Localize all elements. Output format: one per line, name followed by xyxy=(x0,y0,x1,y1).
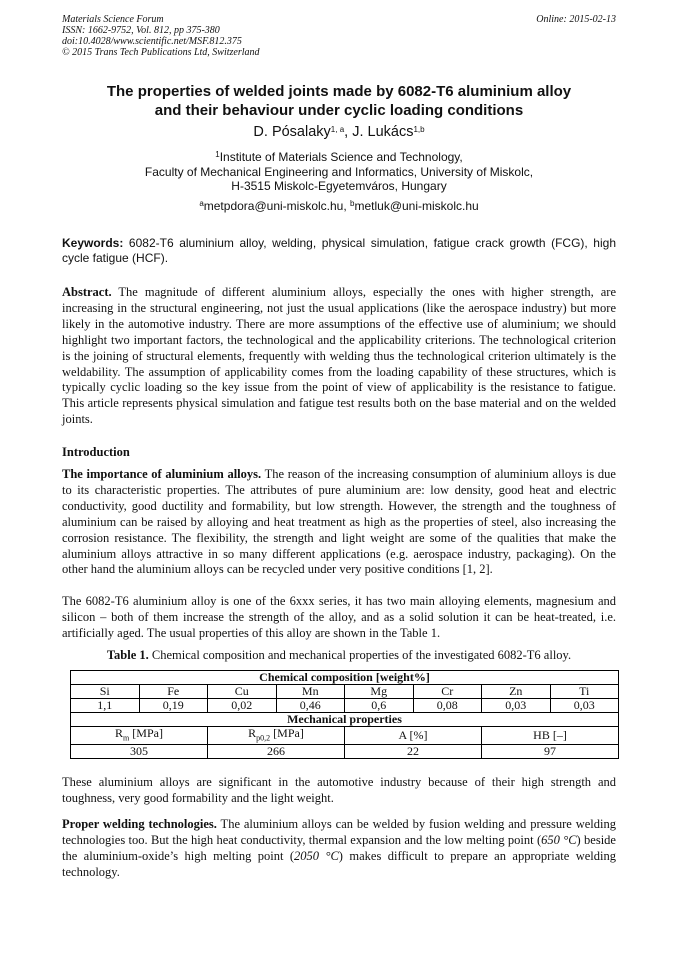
doi-line: doi:10.4028/www.scientific.net/MSF.812.375 xyxy=(62,36,242,47)
email-a-sup: a xyxy=(199,199,204,208)
author-2-sup: 1,b xyxy=(413,125,425,134)
element-cell: Si xyxy=(71,685,140,699)
paragraph-welding-text-a: The aluminium alloys can be welded by fusion welding and pressure welding technologies too. But the high heat conductivity, thermal expansion and the low melting point ( xyxy=(62,817,616,847)
element-cell: Mn xyxy=(276,685,345,699)
mech-label-row xyxy=(71,727,619,745)
table-caption xyxy=(62,648,616,663)
mech-value-cell: 97 xyxy=(482,745,619,759)
rp-label: $R_{p0,2}$ [MPa] xyxy=(208,727,345,745)
mech-value-cell: 305 xyxy=(71,745,208,759)
page-header xyxy=(62,14,616,58)
chem-value-cell: 0,08 xyxy=(413,699,482,713)
email-separator: , xyxy=(343,199,351,213)
paper-title xyxy=(62,82,616,120)
affiliation-line-3: H-3515 Miskolc-Egyetemváros, Hungary xyxy=(231,179,447,193)
title-line-1: The properties of welded joints made by 6082-T6 aluminium alloy xyxy=(106,83,572,100)
table-caption-label: Table 1. xyxy=(106,648,149,662)
chem-value-cell: 0,02 xyxy=(208,699,277,713)
temperature-1: 650 °C xyxy=(541,832,577,847)
element-cell: Mg xyxy=(345,685,414,699)
paragraph-importance-text: The reason of the increasing consumption of aluminium alloys is due to its characteristic properties. The attributes of pure aluminium are: low density, good heat and electric conductivity, good ductility and formability, but low strength. However, the strength and the toughness of aluminium can be raised by alloying and heat treatment as high as the properties of steel, also increasing the corrosion resistance. The flexibility, the strength and light weight are some of the qualities that make the aluminium alloys attractive in so many different applications (e.g. aerospace industry, packaging). On the other hand the aluminium alloys can be recycled under very positive conditions [1, 2]. xyxy=(62,467,616,577)
chem-header: Chemical composition [weight%] xyxy=(71,671,619,685)
authors xyxy=(62,123,616,141)
mech-value-cell: 22 xyxy=(345,745,482,759)
element-cell: Cu xyxy=(208,685,277,699)
section-heading: Introduction xyxy=(62,445,130,459)
elongation-label: A [%] xyxy=(345,727,482,745)
author-2-name: J. Lukács xyxy=(352,124,414,140)
author-separator: , xyxy=(344,124,353,140)
keywords xyxy=(62,236,616,266)
paragraph-importance-label: The importance of aluminium alloys. xyxy=(62,467,262,481)
author-1-name: D. Pósalaky xyxy=(253,124,331,140)
mech-value-row xyxy=(71,745,619,759)
hardness-label: HB [–] xyxy=(482,727,619,745)
paragraph-welding-label: Proper welding technologies. xyxy=(62,817,217,831)
email-b-sup: b xyxy=(350,199,355,208)
table-caption-text: Chemical composition and mechanical properties of the investigated 6082-T6 alloy. xyxy=(148,648,572,662)
keywords-label: Keywords: xyxy=(62,236,124,250)
mech-header: Mechanical properties xyxy=(71,713,619,727)
element-cell: Cr xyxy=(413,685,482,699)
properties-table xyxy=(70,670,619,759)
paragraph-welding-text-c: ) makes difficult to prepare an appropriate welding technology. xyxy=(62,848,616,879)
affiliation-line-1: Institute of Materials Science and Technology, xyxy=(219,150,463,164)
paragraph-alloy: The 6082-T6 aluminium alloy is one of the 6xxx series, it has two main alloying elements, magnesium and silicon – both of them increase the strength of the alloy, and as a solid solution it can be heat-treated, i.e. artificially aged. The usual properties of this alloy are shown in the Table 1. xyxy=(62,594,616,640)
mech-value-cell: 266 xyxy=(208,745,345,759)
paragraph-importance xyxy=(62,467,616,578)
issn-line: ISSN: 1662-9752, Vol. 812, pp 375-380 xyxy=(62,25,220,36)
copyright-line: © 2015 Trans Tech Publications Ltd, Switzerland xyxy=(62,47,260,58)
emails xyxy=(62,199,616,213)
chem-value-cell: 0,46 xyxy=(276,699,345,713)
chem-value-cell: 0,03 xyxy=(550,699,619,713)
element-row xyxy=(71,685,619,699)
journal-name: Materials Science Forum xyxy=(62,14,164,25)
email-b[interactable]: metluk@uni-miskolc.hu xyxy=(354,199,479,213)
email-a[interactable]: metpdora@uni-miskolc.hu xyxy=(203,199,344,213)
rm-label: $R_m$ [MPa] xyxy=(71,727,208,745)
abstract-text: The magnitude of different aluminium alloys, especially the ones with higher strength, are increasing in the structural engineering, not just the usual applications (like the aerospace industry) but more likely in the automotive industry. There are more assumptions of the effective use of aluminium; we should highlight two important factors, the technological and the applicability criterions. The technological criterion is the joining of structural elements, frequently with welding thus the technological criterion ultimately is the weldability. The assumption of applicability comes from the loading capability of these structures, which is typically cyclic loading so the key issue from the point of view of applicability is the resistance to fatigue. This article represents physical simulation and fatigue test results both on the base material and on the welded joints. xyxy=(62,285,616,427)
affiliation-sup: 1 xyxy=(215,150,220,159)
element-cell: Fe xyxy=(139,685,208,699)
keywords-text: 6082-T6 aluminium alloy, welding, physical simulation, fatigue crack growth (FCG), high cycle fatigue (HCF). xyxy=(62,236,616,265)
author-1-sup: 1, a xyxy=(330,125,345,134)
online-date: Online: 2015-02-13 xyxy=(536,14,616,25)
chem-value-cell: 0,03 xyxy=(482,699,551,713)
chem-value-cell: 1,1 xyxy=(71,699,140,713)
paragraph-automotive: These aluminium alloys are significant in the automotive industry because of their high strength and toughness, very good formability and the light weight. xyxy=(62,775,616,805)
affiliation-line-2: Faculty of Mechanical Engineering and Informatics, University of Miskolc, xyxy=(144,164,534,179)
title-line-2: and their behaviour under cyclic loading conditions xyxy=(154,102,524,119)
chem-value-row xyxy=(71,699,619,713)
chem-value-cell: 0,19 xyxy=(139,699,208,713)
element-cell: Zn xyxy=(482,685,551,699)
paragraph-welding xyxy=(62,817,616,881)
temperature-2: 2050 °C xyxy=(294,848,339,863)
element-cell: Ti xyxy=(550,685,619,699)
chem-value-cell: 0,6 xyxy=(345,699,414,713)
abstract xyxy=(62,285,616,428)
abstract-label: Abstract. xyxy=(62,285,112,299)
affiliation xyxy=(62,150,616,194)
paragraph-welding-text-b: ) beside the aluminium-oxide’s high melting point ( xyxy=(62,832,616,863)
